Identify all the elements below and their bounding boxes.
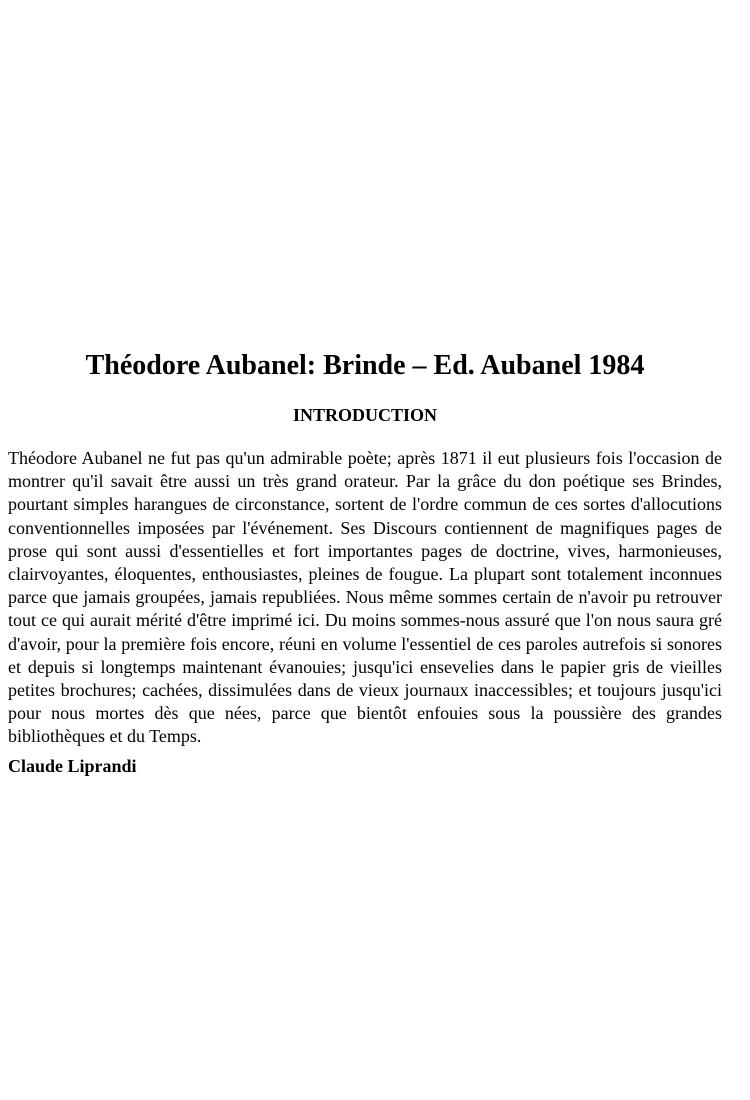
section-heading-introduction: INTRODUCTION [292,405,438,425]
introduction-paragraph: Théodore Aubanel ne fut pas qu'un admirable poète; après 1871 il eut plusieurs fois l'occasion de montrer qu'il savait être aussi un très grand orateur. Par la grâce du don poétique ses Brindes, pourtant simples harangues de circonstance, sortent de l'ordre commun de ces sortes d'allocutions conventionnelles imposées par l'événement. Ses Discours contiennent de magnifiques pages de prose qui sont aussi d'essentielles et fort importantes pages de doctrine, vives, harmonieuses, clairvoyantes, éloquentes, enthousiastes, pleines de fougue. La plupart sont totalement inconnues parce que jamais groupées, jamais republiées. Nous même sommes certain de n'avoir pu retrouver tout ce qui aurait mérité d'être imprimé ici. Du moins sommes-nous assuré que l'on nous saura gré d'avoir, pour la première fois encore, réuni en volume l'essentiel de ces paroles autrefois si sonores et depuis si longtemps maintenant évanouies; jusqu'ici ensevelies dans le papier gris de vieilles petites brochures; cachées, dissimulées dans de vieux journaux inaccessibles; et toujours jusqu'ici pour nous mortes dès que nées, parce que bientôt enfouies sous la poussière des grandes bibliothèques et du Temps. [8,448,722,747]
document-title: Théodore Aubanel: Brinde – Ed. Aubanel 1984 [85,350,645,381]
author-signature: Claude Liprandi [8,756,137,776]
